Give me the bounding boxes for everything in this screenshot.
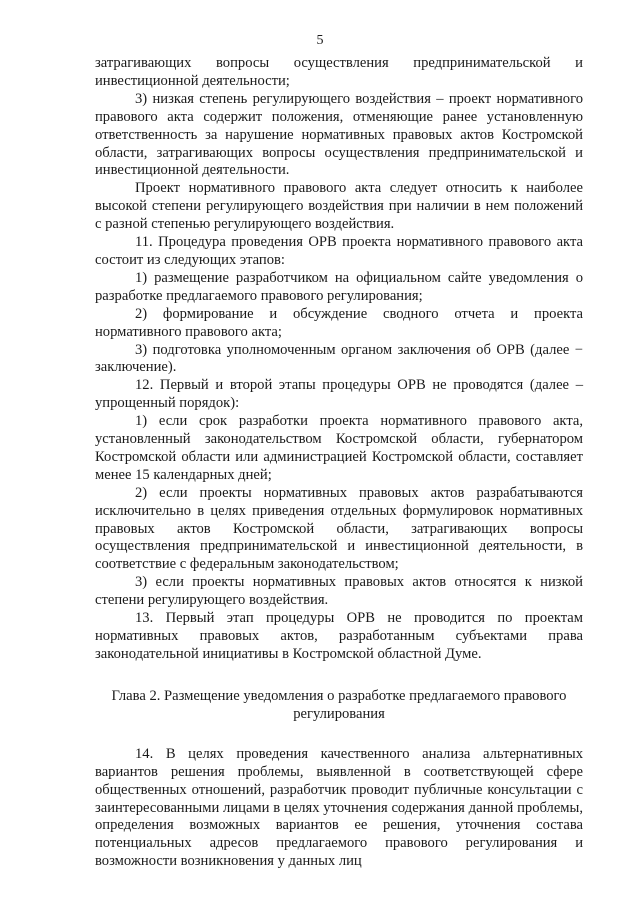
paragraph-11: 11. Процедура проведения ОРВ проекта нормативного правового акта состоит из следующих этапов: xyxy=(95,234,583,268)
list-item-stage-1: 1) размещение разработчиком на официальном сайте уведомления о разработке предлагаемого правового регулирования; xyxy=(95,269,583,304)
paragraph-highest-degree: Проект нормативного правового акта следует относить к наиболее высокой степени регулирующего воздействия при наличии в нем положений с разной степенью регулирующего воздействия. xyxy=(95,180,583,233)
page-number: 5 xyxy=(316,33,324,48)
list-item-stage-2: 2) формирование и обсуждение сводного отчета и проекта нормативного правового акта; xyxy=(95,305,583,340)
paragraph-low-impact: 3) низкая степень регулирующего воздействия – проект нормативного правового акта содержит положения, отменяющие ранее установленную ответственность за нарушение нормативных правовых актов Костромской области, затрагивающих вопросы осуществления предпринимательской и инвестиционной деятельности. xyxy=(95,90,583,179)
paragraph-14: 14. В целях проведения качественного анализа альтернативных вариантов решения проблемы, выявленной в соответствующей сфере общественных отношений, разработчик проводит публичные консультации с заинтересованными лицами в целях уточнения содержания данной проблемы, определения возможных вариантов ее решения, уточнения состава потенциальных адресов предлагаемого правового регулирования и возможности возникновения у данных лиц xyxy=(95,745,583,870)
list-item-simplified-3: 3) если проекты нормативных правовых актов относятся к низкой степени регулирующего воздействия. xyxy=(95,574,583,609)
list-item-simplified-2: 2) если проекты нормативных правовых актов разрабатываются исключительно в целях приведения отдельных формулировок нормативных правовых актов Костромской области, затрагивающих вопросы осуществления предпринимательской и инвестиционной деятельности, в соответствие с федеральным законодательством; xyxy=(95,484,583,573)
document-body xyxy=(95,55,583,871)
chapter-heading-line1: Глава 2. Размещение уведомления о разработке предлагаемого правового xyxy=(111,687,567,704)
paragraph-12: 12. Первый и второй этапы процедуры ОРВ не проводятся (далее – упрощенный порядок): xyxy=(95,377,583,412)
list-item-simplified-1: 1) если срок разработки проекта нормативного правового акта, установленный законодательством Костромской области, губернатором Костромской области или администрацией Костромской области, составляет менее 15 календарных дней; xyxy=(95,413,583,483)
paragraph-continuation: затрагивающих вопросы осуществления предпринимательской и инвестиционной деятельности; xyxy=(95,55,583,89)
list-item-stage-3: 3) подготовка уполномоченным органом заключения об ОРВ (далее − заключение). xyxy=(95,341,583,376)
chapter-heading xyxy=(95,687,583,723)
chapter-heading-line2: регулирования xyxy=(293,705,385,722)
paragraph-13: 13. Первый этап процедуры ОРВ не проводится по проектам нормативных правовых актов, разработанным субъектами права законодательной инициативы в Костромской областной Думе. xyxy=(95,610,583,662)
